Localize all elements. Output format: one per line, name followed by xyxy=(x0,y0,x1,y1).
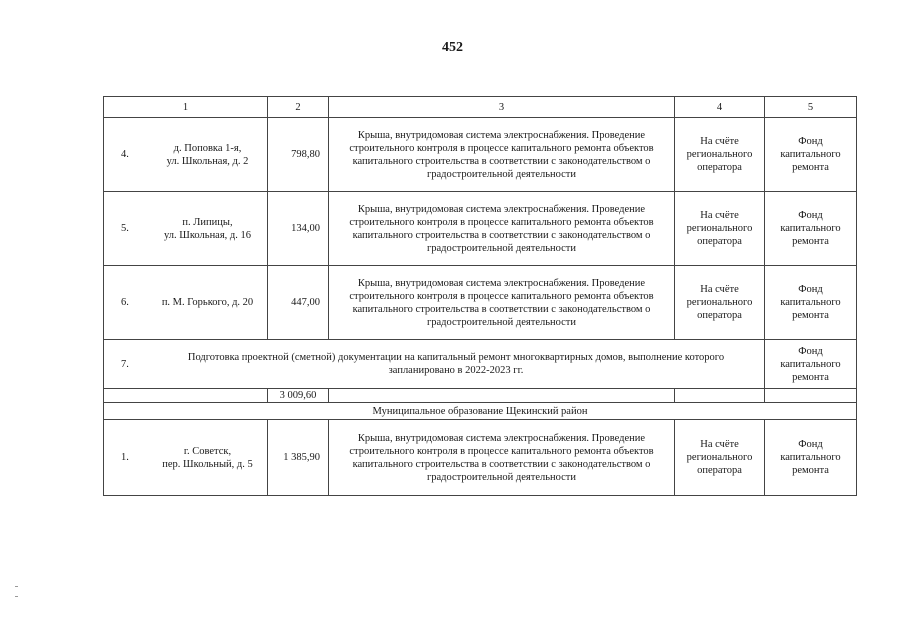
municipality-title: Муниципальное образование Щекинский район xyxy=(104,403,857,420)
area-cell: 447,00 xyxy=(268,266,329,340)
total-row xyxy=(104,389,857,403)
table-row xyxy=(104,420,857,496)
address-line: пер. Школьный, д. 5 xyxy=(162,458,253,470)
account-cell: На счёте регионального оператора xyxy=(675,266,765,340)
account-cell: На счёте регионального оператора xyxy=(675,118,765,192)
work-description: Крыша, внутридомовая система электроснабжения. Проведение строительного контроля в процессе капитального ремонта объектов капитального строительства в соответствии с законодательством о градостроительной деятельности xyxy=(329,266,675,340)
funding-source-cell: Фонд капитального ремонта xyxy=(765,420,857,496)
area-cell: 134,00 xyxy=(268,192,329,266)
margin-mark xyxy=(15,596,18,597)
design-documentation-text: Подготовка проектной (сметной) документации на капитальный ремонт многоквартирных домов, выполнение которого запланировано в 2022-2023 гг. xyxy=(187,352,725,376)
column-header: 5 xyxy=(765,97,857,118)
address-cell xyxy=(104,118,268,192)
area-cell: 1 385,90 xyxy=(268,420,329,496)
page-number: 452 xyxy=(442,40,463,55)
table-row xyxy=(104,192,857,266)
table-row xyxy=(104,340,857,389)
empty-cell xyxy=(675,389,765,403)
table-row xyxy=(104,118,857,192)
funding-source-cell: Фонд капитального ремонта xyxy=(765,340,857,389)
work-description: Крыша, внутридомовая система электроснабжения. Проведение строительного контроля в процессе капитального ремонта объектов капитального строительства в соответствии с законодательством о градостроительной деятельности xyxy=(329,420,675,496)
empty-cell xyxy=(104,389,268,403)
address-line: ул. Школьная, д. 2 xyxy=(166,155,249,167)
column-header: 4 xyxy=(675,97,765,118)
work-description: Крыша, внутридомовая система электроснабжения. Проведение строительного контроля в процессе капитального ремонта объектов капитального строительства в соответствии с законодательством о градостроительной деятельности xyxy=(329,192,675,266)
empty-cell xyxy=(329,389,675,403)
column-header: 1 xyxy=(104,97,268,118)
funding-source-cell: Фонд капитального ремонта xyxy=(765,192,857,266)
table-row xyxy=(104,266,857,340)
address-line: д. Поповка 1-я, xyxy=(173,142,242,154)
funding-source-cell: Фонд капитального ремонта xyxy=(765,266,857,340)
address-line: п. Липицы, xyxy=(182,216,233,228)
address-cell xyxy=(104,266,268,340)
row-number: 1. xyxy=(121,452,129,463)
repair-program-table xyxy=(103,96,857,496)
design-documentation-cell xyxy=(104,340,765,389)
address-cell xyxy=(104,420,268,496)
address-cell xyxy=(104,192,268,266)
row-number: 5. xyxy=(121,223,129,234)
funding-source-cell: Фонд капитального ремонта xyxy=(765,118,857,192)
empty-cell xyxy=(765,389,857,403)
address-line: ул. Школьная, д. 16 xyxy=(163,229,252,241)
work-description: Крыша, внутридомовая система электроснабжения. Проведение строительного контроля в процессе капитального ремонта объектов капитального строительства в соответствии с законодательством о градостроительной деятельности xyxy=(329,118,675,192)
column-header: 2 xyxy=(268,97,329,118)
row-number: 4. xyxy=(121,149,129,160)
margin-mark xyxy=(15,586,18,587)
account-cell: На счёте регионального оператора xyxy=(675,420,765,496)
area-cell: 798,80 xyxy=(268,118,329,192)
total-area: 3 009,60 xyxy=(268,389,329,403)
row-number: 7. xyxy=(121,358,129,370)
municipality-row xyxy=(104,403,857,420)
row-number: 6. xyxy=(121,297,129,308)
address-line: г. Советск, xyxy=(183,445,232,457)
account-cell: На счёте регионального оператора xyxy=(675,192,765,266)
table-header-row xyxy=(104,97,857,118)
address-line: п. М. Горького, д. 20 xyxy=(161,297,254,308)
column-header: 3 xyxy=(329,97,675,118)
